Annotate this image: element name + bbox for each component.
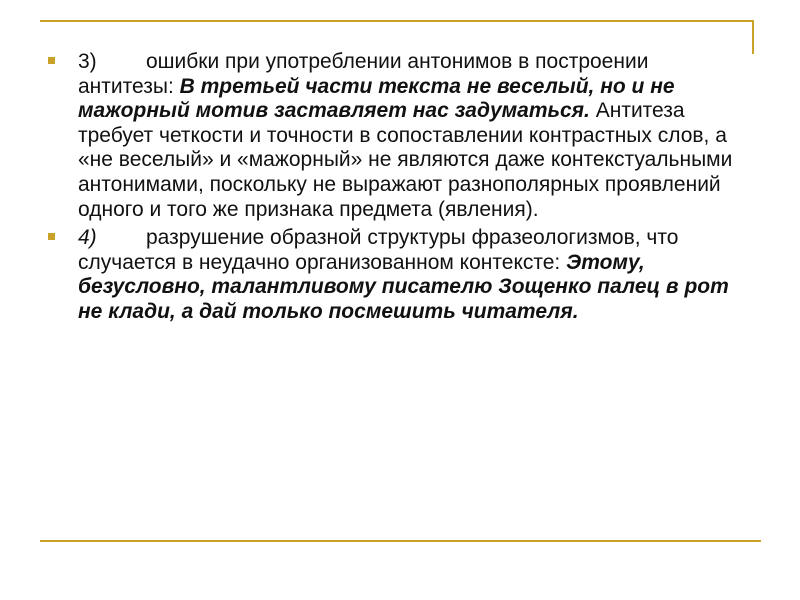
item-number: 4) — [78, 226, 97, 250]
square-bullet-icon — [48, 57, 55, 64]
bottom-divider — [40, 540, 761, 542]
item-explanation-text: Антитеза требует четкости и точности в сопоставлении контрастных слов, а «не веселый» и «мажорный» не являются даже контекстуальными антонимами, поскольку не выражают разнополярных проявлений одного и того же признака предмета (явления). — [78, 99, 733, 221]
square-bullet-icon — [48, 233, 55, 240]
item-example-text: В третьей части текста не веселый, но и не мажорный мотив заставляет нас задуматься. — [78, 74, 675, 123]
item-example-text: Этому, безусловно, талантливому писателю Зощенко палец в рот не клади, а дай только посмешить читателя. — [78, 250, 729, 323]
top-right-accent-line — [752, 20, 754, 54]
slide-content — [48, 50, 748, 329]
item-number: 3) — [78, 50, 97, 73]
item-lead-text: ошибки при употреблении антонимов в построении антитезы: — [78, 50, 649, 98]
top-divider — [40, 20, 753, 22]
list-item-antonym-errors — [48, 50, 748, 222]
list-item-phraseologism-errors — [48, 226, 748, 324]
item-lead-text: разрушение образной структуры фразеологизмов, что случается в неудачно организованном контексте: — [78, 226, 679, 274]
